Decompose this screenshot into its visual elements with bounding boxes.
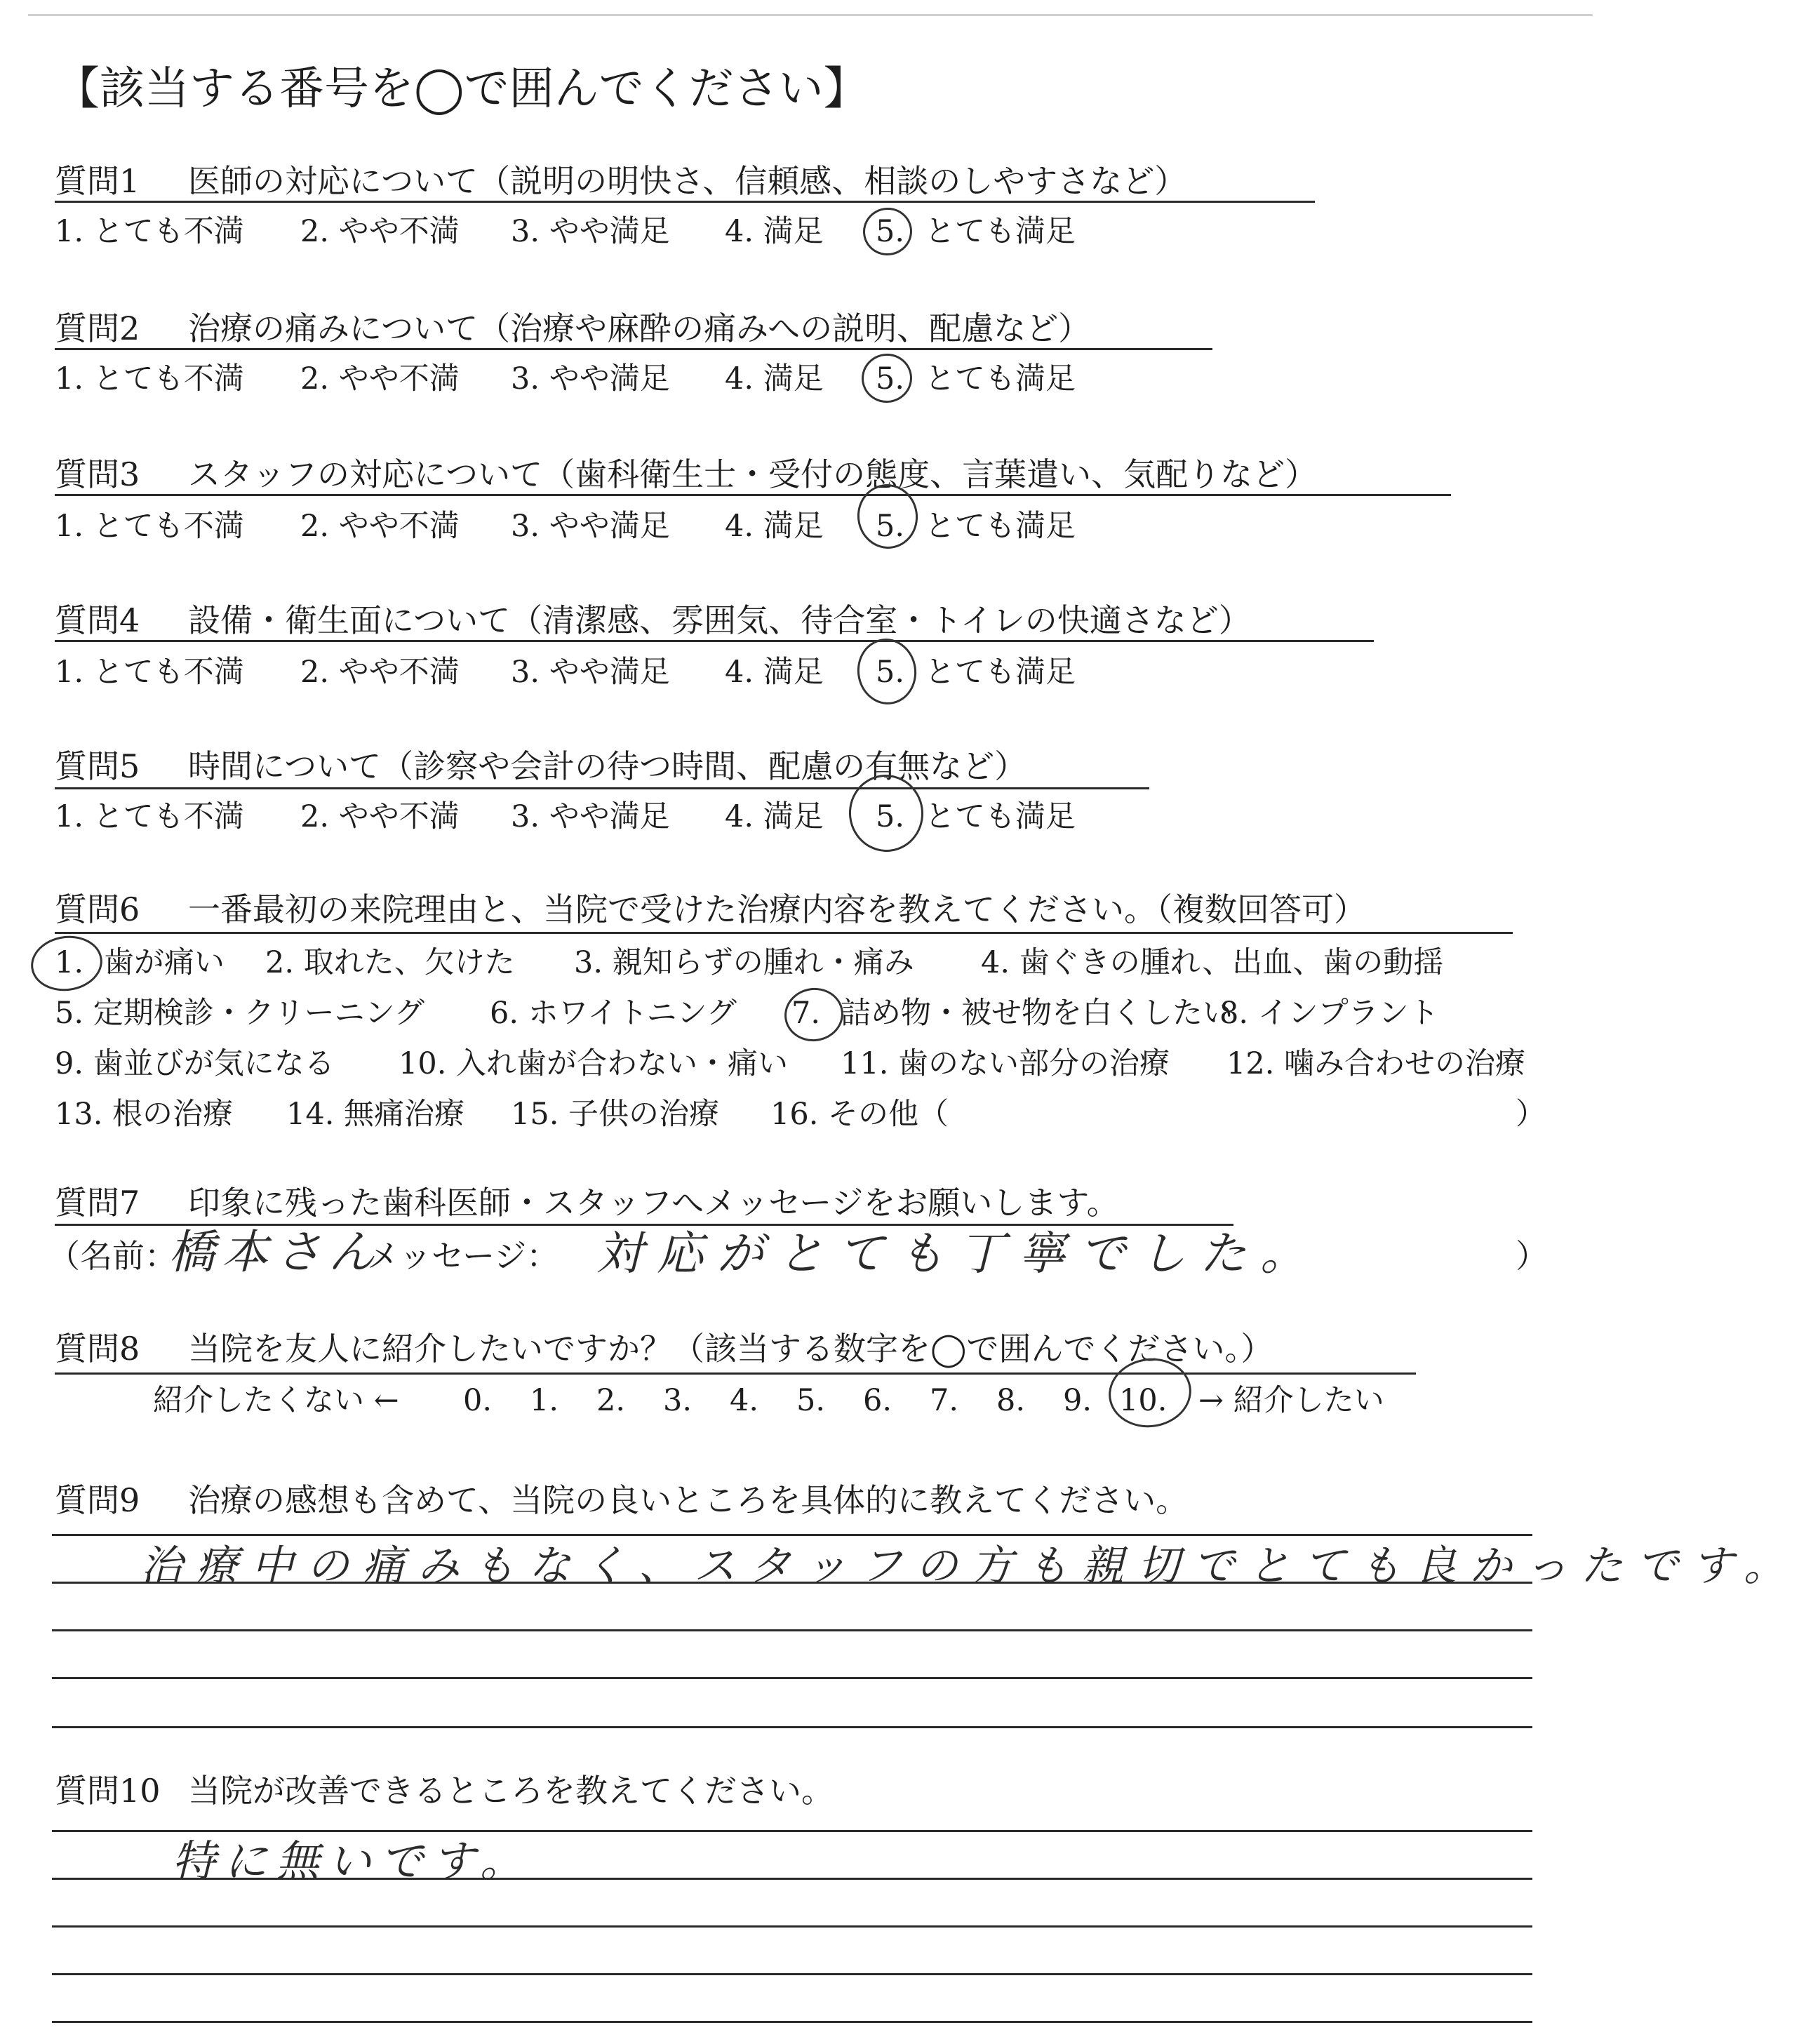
q6-option-9[interactable]: 9. 歯並びが気になる xyxy=(55,1046,335,1081)
question-1-text: 医師の対応について（説明の明快さ、信頼感、相談のしやすさなど） xyxy=(188,162,1187,200)
question-3-number: 質問3 xyxy=(55,455,140,493)
q10-answer-line-3 xyxy=(52,1925,1532,1928)
question-7-number: 質問7 xyxy=(55,1184,140,1222)
q8-scale-2[interactable]: 2. xyxy=(596,1383,626,1418)
q8-scale-8[interactable]: 8. xyxy=(996,1383,1026,1418)
q6-option-7-label: 詰め物・被せ物を白くしたい xyxy=(841,996,1233,1031)
q4-option-5[interactable]: 5. xyxy=(876,655,905,690)
q3-option-3[interactable]: 3. やや満足 xyxy=(511,509,670,544)
q7-message-handwritten[interactable]: 対応がとても丁寧でした。 xyxy=(596,1227,1320,1281)
q1-option-4[interactable]: 4. 満足 xyxy=(725,214,824,249)
q10-answer-line-1 xyxy=(52,1830,1532,1832)
q9-answer-handwritten[interactable]: 治療中の痛みもなく、スタッフの方も親切でとても良かったです。 xyxy=(140,1542,1799,1591)
q9-answer-line-3 xyxy=(52,1629,1532,1631)
q6-option-11[interactable]: 11. 歯のない部分の治療 xyxy=(841,1046,1170,1081)
q1-option-2[interactable]: 2. やや不満 xyxy=(300,214,460,249)
q4-option-5-label: とても満足 xyxy=(925,655,1076,690)
question-3-title xyxy=(55,452,1317,497)
question-1-number: 質問1 xyxy=(55,162,140,200)
q8-scale-4[interactable]: 4. xyxy=(730,1383,759,1418)
question-10-title xyxy=(55,1768,834,1813)
q1-option-1[interactable]: 1. とても不満 xyxy=(55,214,244,249)
q6-option-8[interactable]: 8. インプラント xyxy=(1219,996,1439,1031)
q7-close-paren: ） xyxy=(1516,1237,1548,1275)
q1-selection-circle xyxy=(860,204,916,258)
q4-selection-circle xyxy=(853,635,921,709)
question-8-underline xyxy=(55,1372,1416,1375)
q5-option-1[interactable]: 1. とても不満 xyxy=(55,799,244,834)
q6-option-14[interactable]: 14. 無痛治療 xyxy=(286,1097,465,1132)
q7-name-handwritten[interactable]: 橋本さん xyxy=(168,1225,382,1279)
q10-answer-line-5 xyxy=(52,2021,1532,2023)
q6-option-4[interactable]: 4. 歯ぐきの腫れ、出血、歯の動揺 xyxy=(981,945,1444,980)
question-6-text: 一番最初の来院理由と、当院で受けた治療内容を教えてください。（複数回答可） xyxy=(188,890,1366,928)
q5-option-4[interactable]: 4. 満足 xyxy=(725,799,824,834)
q9-answer-line-5 xyxy=(52,1726,1532,1728)
question-4-title xyxy=(55,598,1251,643)
q8-scale-5[interactable]: 5. xyxy=(796,1383,826,1418)
q10-answer-handwritten[interactable]: 特に無いです。 xyxy=(172,1836,533,1887)
q1-option-3[interactable]: 3. やや満足 xyxy=(511,214,670,249)
question-4-number: 質問4 xyxy=(55,601,140,639)
q3-option-4[interactable]: 4. 満足 xyxy=(725,509,824,544)
q10-answer-line-4 xyxy=(52,1973,1532,1975)
q8-scale-6[interactable]: 6. xyxy=(863,1383,892,1418)
q3-option-5-label: とても満足 xyxy=(925,509,1076,544)
q6-option-15[interactable]: 15. 子供の治療 xyxy=(511,1097,720,1132)
q5-option-2[interactable]: 2. やや不満 xyxy=(300,799,460,834)
q8-scale-7[interactable]: 7. xyxy=(930,1383,959,1418)
q2-option-5-label: とても満足 xyxy=(925,361,1076,396)
q2-option-2[interactable]: 2. やや不満 xyxy=(300,361,460,396)
question-3-text: スタッフの対応について（歯科衛生士・受付の態度、言葉遣い、気配りなど） xyxy=(188,455,1318,493)
q5-option-5-label: とても満足 xyxy=(925,799,1076,834)
q2-selection-circle xyxy=(858,350,915,406)
q8-left-label: 紹介したくない ← xyxy=(153,1383,399,1418)
question-5-underline xyxy=(55,787,1149,789)
q2-option-3[interactable]: 3. やや満足 xyxy=(511,361,670,396)
q8-scale-1[interactable]: 1. xyxy=(530,1383,559,1418)
question-9-title xyxy=(55,1478,1188,1523)
q1-option-5[interactable]: 5. xyxy=(876,214,905,249)
q6-option-3[interactable]: 3. 親知らずの腫れ・痛み xyxy=(574,945,914,980)
page-heading: 【該当する番号を◯で囲んでください】 xyxy=(55,63,869,115)
question-10-number: 質問10 xyxy=(55,1772,161,1810)
q5-option-3[interactable]: 3. やや満足 xyxy=(511,799,670,834)
q6-selection-circle-1 xyxy=(27,931,106,995)
q6-option-13[interactable]: 13. 根の治療 xyxy=(55,1097,234,1132)
question-7-text: 印象に残った歯科医師・スタッフへメッセージをお願いします。 xyxy=(188,1184,1119,1222)
q6-option-10[interactable]: 10. 入れ歯が合わない・痛い xyxy=(399,1046,789,1081)
question-2-text: 治療の痛みについて（治療や麻酔の痛みへの説明、配慮など） xyxy=(188,309,1091,347)
q6-option-6[interactable]: 6. ホワイトニング xyxy=(490,996,737,1031)
question-10-text: 当院が改善できるところを教えてください。 xyxy=(188,1772,834,1810)
q8-scale-10[interactable]: 10. xyxy=(1119,1383,1168,1418)
q8-scale-9[interactable]: 9. xyxy=(1063,1383,1092,1418)
q6-option-12[interactable]: 12. 噛み合わせの治療 xyxy=(1226,1046,1526,1081)
q2-option-4[interactable]: 4. 満足 xyxy=(725,361,824,396)
q7-message-label: メッセージ： xyxy=(367,1237,559,1275)
top-edge-line xyxy=(28,14,1593,16)
q6-option-1[interactable]: 1. xyxy=(55,945,84,980)
q4-option-2[interactable]: 2. やや不満 xyxy=(300,655,460,690)
question-2-title xyxy=(55,306,1090,351)
q8-right-label: → 紹介したい xyxy=(1198,1383,1384,1418)
question-7-title xyxy=(55,1180,1119,1225)
q2-option-5[interactable]: 5. xyxy=(876,361,905,396)
q9-answer-line-1 xyxy=(52,1534,1532,1536)
q8-scale-0[interactable]: 0. xyxy=(463,1383,493,1418)
question-6-title xyxy=(55,887,1366,932)
q6-option-16-close: ） xyxy=(1516,1097,1546,1132)
question-4-text: 設備・衛生面について（清潔感、雰囲気、待合室・トイレの快適さなど） xyxy=(188,601,1251,639)
q5-option-5[interactable]: 5. xyxy=(876,799,905,834)
q2-option-1[interactable]: 1. とても不満 xyxy=(55,361,244,396)
question-2-number: 質問2 xyxy=(55,309,140,347)
question-9-number: 質問9 xyxy=(55,1481,140,1519)
q4-option-4[interactable]: 4. 満足 xyxy=(725,655,824,690)
question-2-underline xyxy=(55,348,1212,350)
q6-option-7[interactable]: 7. xyxy=(791,996,821,1031)
q3-option-1[interactable]: 1. とても不満 xyxy=(55,509,244,544)
q6-option-2[interactable]: 2. 取れた、欠けた xyxy=(265,945,515,980)
question-5-text: 時間について（診察や会計の待つ時間、配慮の有無など） xyxy=(188,747,1027,785)
q7-name-label: （名前： xyxy=(48,1237,177,1275)
question-8-number: 質問8 xyxy=(55,1330,140,1368)
q3-option-5[interactable]: 5. xyxy=(876,509,905,544)
q4-option-3[interactable]: 3. やや満足 xyxy=(511,655,670,690)
question-6-underline xyxy=(55,932,1513,934)
question-1-underline xyxy=(55,201,1315,203)
question-1-title xyxy=(55,159,1186,203)
question-9-text: 治療の感想も含めて、当院の良いところを具体的に教えてください。 xyxy=(188,1481,1189,1519)
q9-answer-line-4 xyxy=(52,1677,1532,1679)
question-5-number: 質問5 xyxy=(55,747,140,785)
q6-option-5[interactable]: 5. 定期検診・クリーニング xyxy=(55,996,424,1031)
question-3-underline xyxy=(55,494,1451,496)
question-8-text: 当院を友人に紹介したいですか？（該当する数字を◯で囲んでください。） xyxy=(188,1330,1273,1368)
q1-option-5-label: とても満足 xyxy=(925,214,1076,249)
q8-scale-3[interactable]: 3. xyxy=(663,1383,693,1418)
question-6-number: 質問6 xyxy=(55,890,140,928)
question-8-title xyxy=(55,1326,1273,1371)
q4-option-1[interactable]: 1. とても不満 xyxy=(55,655,244,690)
q6-option-16[interactable]: 16. その他（ xyxy=(770,1097,949,1132)
q6-option-1-label: 歯が痛い xyxy=(104,945,225,980)
question-4-underline xyxy=(55,640,1374,642)
q3-option-2[interactable]: 2. やや不満 xyxy=(300,509,460,544)
